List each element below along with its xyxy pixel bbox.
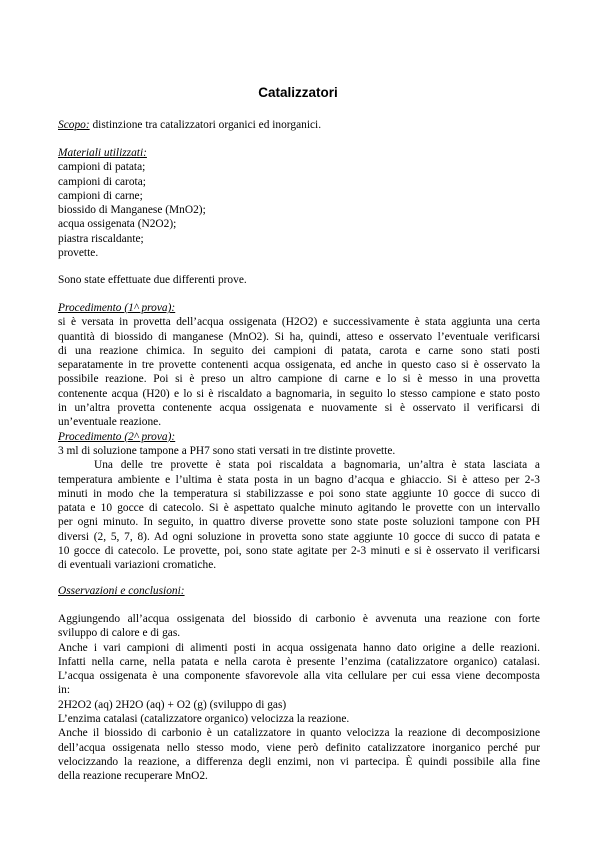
procedure2-line: temperatura ambiente e l’ultima è stata posta in un bagno d’acqua e ghiaccio. Si è atteso per 2-3 xyxy=(58,473,540,486)
procedure2-line: di eventuali variazioni cromatiche. xyxy=(58,559,217,572)
procedure1-line: un’eventuale reazione. xyxy=(58,416,162,429)
observations-line: L’acqua ossigenata è una componente sfavorevole alla vita cellulare per cui essa viene decomposta xyxy=(58,670,540,683)
procedure1-line: si è versata in provetta dell’acqua ossigenata (H2O2) e successivamente è stata aggiunta una certa xyxy=(58,316,540,329)
procedure2-line: 3 ml di soluzione tampone a PH7 sono stati versati in tre distinte provette. xyxy=(58,444,396,457)
observations-line: Infatti nella carne, nella patata e nella carota è presente l’enzima (catalizzatore organico) catalasi. xyxy=(58,655,540,668)
observations-line: Anche il biossido di carbonio è un catalizzatore in quanto velocizza la reazione di decomposizione xyxy=(58,727,540,740)
reaction-equation: 2H2O2 (aq) 2H2O (aq) + O2 (g) (sviluppo di gas) xyxy=(58,698,287,711)
observations-line: L’enzima catalasi (catalizzatore organico) velocizza la reazione. xyxy=(58,713,350,726)
procedure2-line: Una delle tre provette è stata poi riscaldata a bagnomaria, un’altra è stata lasciata a xyxy=(94,459,540,472)
materials-item: piastra riscaldante; xyxy=(58,232,144,245)
intro-text: Sono state effettuate due differenti prove. xyxy=(58,274,247,286)
procedure2-line: 10 gocce di catecolo. Le provette, poi, sono state agitate per 2-3 minuti e si è osservato il verificarsi xyxy=(58,545,540,558)
intro-section xyxy=(58,273,540,287)
scope-line xyxy=(58,118,540,132)
document-title: Catalizzatori xyxy=(258,85,338,100)
observations-heading: Osservazioni e conclusioni: xyxy=(58,585,185,597)
observations-heading-block xyxy=(58,584,540,598)
observations-line: della reazione recuperare MnO2. xyxy=(58,770,208,783)
procedure1-line: possibile reazione. Poi si è preso un altro campione di carne e lo si è messo in una provetta xyxy=(58,373,540,386)
materials-item: campioni di carota; xyxy=(58,175,146,188)
observations-line: dell’acqua ossigenata nello stesso modo, viene però definito catalizzatore inorganico perché pur xyxy=(58,741,540,754)
materials-item: acqua ossigenata (N2O2); xyxy=(58,218,177,231)
observations-line: sviluppo di calore e di gas. xyxy=(58,627,181,640)
procedure-section xyxy=(58,301,540,573)
procedure1-line: di una reazione chimica. In seguito dei campioni di patata, carota e carne sono stati posti xyxy=(58,344,540,357)
procedure1-line: quantità di biossido di manganese (MnO2). Si ha, quindi, atteso e osservato l’eventuale verificarsi xyxy=(58,330,540,343)
procedure2-line: per ogni minuto. In seguito, in quattro diverse provette sono state poste soluzioni tampone con PH xyxy=(58,516,540,529)
materials-item: biossido di Manganese (MnO2); xyxy=(58,204,206,217)
procedure2-line: patata e 10 gocce di catecolo. Si è aspettato qualche minuto agitando le provette con un intervallo xyxy=(58,502,540,515)
procedure2-line: diversi (2, 5, 7, 8). Ad ogni soluzione in provetta sono state aggiunte 10 gocce di succo di patata e xyxy=(58,530,540,543)
observations-line: in: xyxy=(58,684,71,697)
procedure1-line: in un’altra provetta contenente acqua ossigenata e nuovamente si è osservato il verificarsi di xyxy=(58,402,540,415)
materials-item: campioni di carne; xyxy=(58,189,143,202)
materials-heading: Materiali utilizzati: xyxy=(58,147,147,159)
materials-section xyxy=(58,146,540,260)
procedure2-line: minuti in modo che la temperatura si stabilizzasse e poi sono state aggiunte 10 gocce di succo di xyxy=(58,487,540,500)
observations-line: velocizzando la reazione, a differenza degli enzimi, non vi partecipa. È quindi possibile alla fine xyxy=(58,755,540,768)
scope-heading: Scopo: xyxy=(58,119,90,131)
observations-line: Anche i vari campioni di alimenti posti in acqua ossigenata hanno dato origine a delle reazioni. xyxy=(58,641,540,654)
procedure1-heading: Procedimento (1^ prova): xyxy=(58,302,176,314)
procedure2-heading: Procedimento (2^ prova): xyxy=(58,430,176,443)
observations-line: Aggiungendo all’acqua ossigenata del biossido di carbonio è avvenuta una reazione con forte xyxy=(58,613,540,625)
materials-item: provette. xyxy=(58,247,99,260)
procedure1-line: separatamente in tre provette contenenti acqua ossigenata, ed anche in questo caso si è osservato la xyxy=(58,359,540,372)
scope-section xyxy=(58,118,540,132)
scope-text: distinzione tra catalizzatori organici ed inorganici. xyxy=(89,119,322,131)
observations-section xyxy=(58,612,540,784)
materials-item: campioni di patata; xyxy=(58,161,146,174)
procedure1-line: contenente acqua (H20) e lo si è riscaldato a bagnomaria, in seguito lo stesso campione e stato posto xyxy=(58,387,540,400)
